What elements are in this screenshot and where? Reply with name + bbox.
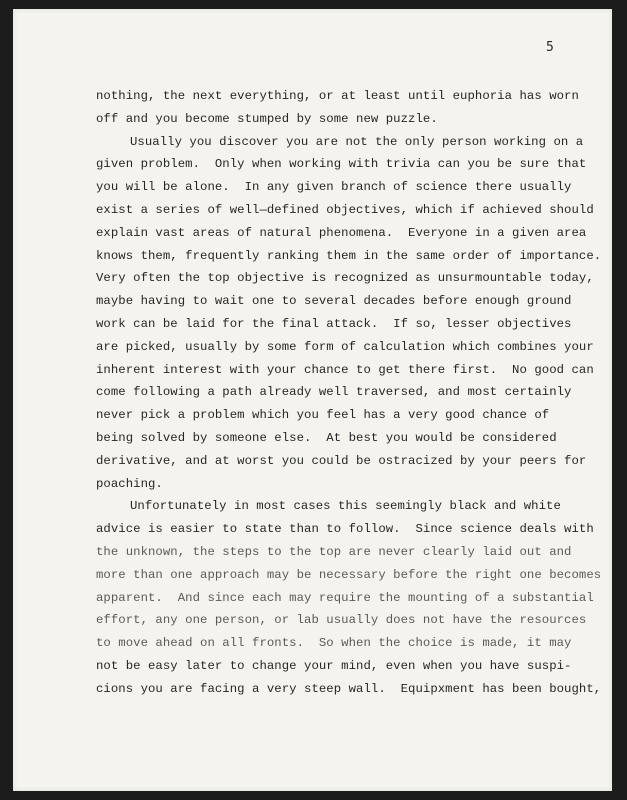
- text-line: explain vast areas of natural phenomena. Everyone in a given area: [96, 225, 587, 240]
- text-line: Very often the top objective is recognized as unsurmountable today,: [96, 271, 594, 286]
- text-line: the unknown, the steps to the top are never clearly laid out and: [96, 544, 572, 559]
- text-line: never pick a problem which you feel has a very good chance of: [96, 408, 550, 423]
- text-line: effort, any one person, or lab usually does not have the resources: [96, 613, 587, 628]
- text-line: nothing, the next everything, or at least until euphoria has worn: [96, 89, 579, 103]
- text-line: poaching.: [96, 476, 163, 491]
- text-line: more than one approach may be necessary before the right one becomes: [96, 567, 602, 582]
- paragraph-start-line: Unfortunately in most cases this seemingly black and white: [130, 499, 561, 514]
- text-line: are picked, usually by some form of calculation which combines your: [96, 339, 594, 354]
- text-line: you will be alone. In any given branch of science there usually: [96, 180, 572, 195]
- text-line: cions you are facing a very steep wall. Equipxment has been bought,: [96, 681, 602, 696]
- text-line: exist a series of well—defined objectives, which if achieved should: [96, 202, 594, 217]
- text-line: advice is easier to state than to follow. Since science deals with: [96, 522, 594, 537]
- typewritten-page: [13, 9, 612, 791]
- text-line: knows them, frequently ranking them in the same order of importance.: [96, 248, 602, 263]
- text-line: given problem. Only when working with trivia can you be sure that: [96, 157, 587, 172]
- body-text: [96, 85, 602, 701]
- text-line: derivative, and at worst you could be ostracized by your peers for: [96, 453, 587, 468]
- paragraph-start-line: Usually you discover you are not the only person working on a: [130, 134, 584, 149]
- text-line: to move ahead on all fronts. So when the choice is made, it may: [96, 636, 572, 651]
- text-line: maybe having to wait one to several decades before enough ground: [96, 294, 572, 309]
- text-line: not be easy later to change your mind, even when you have suspi-: [96, 658, 572, 673]
- text-line: apparent. And since each may require the mounting of a substantial: [96, 590, 594, 605]
- text-line: work can be laid for the final attack. If so, lesser objectives: [96, 316, 572, 331]
- text-line: being solved by someone else. At best you would be considered: [96, 430, 557, 445]
- page-number: 5: [546, 40, 554, 55]
- text-line: come following a path already well traversed, and most certainly: [96, 385, 572, 400]
- text-line: off and you become stumped by some new puzzle.: [96, 111, 438, 126]
- text-line: inherent interest with your chance to get there first. No good can: [96, 362, 594, 377]
